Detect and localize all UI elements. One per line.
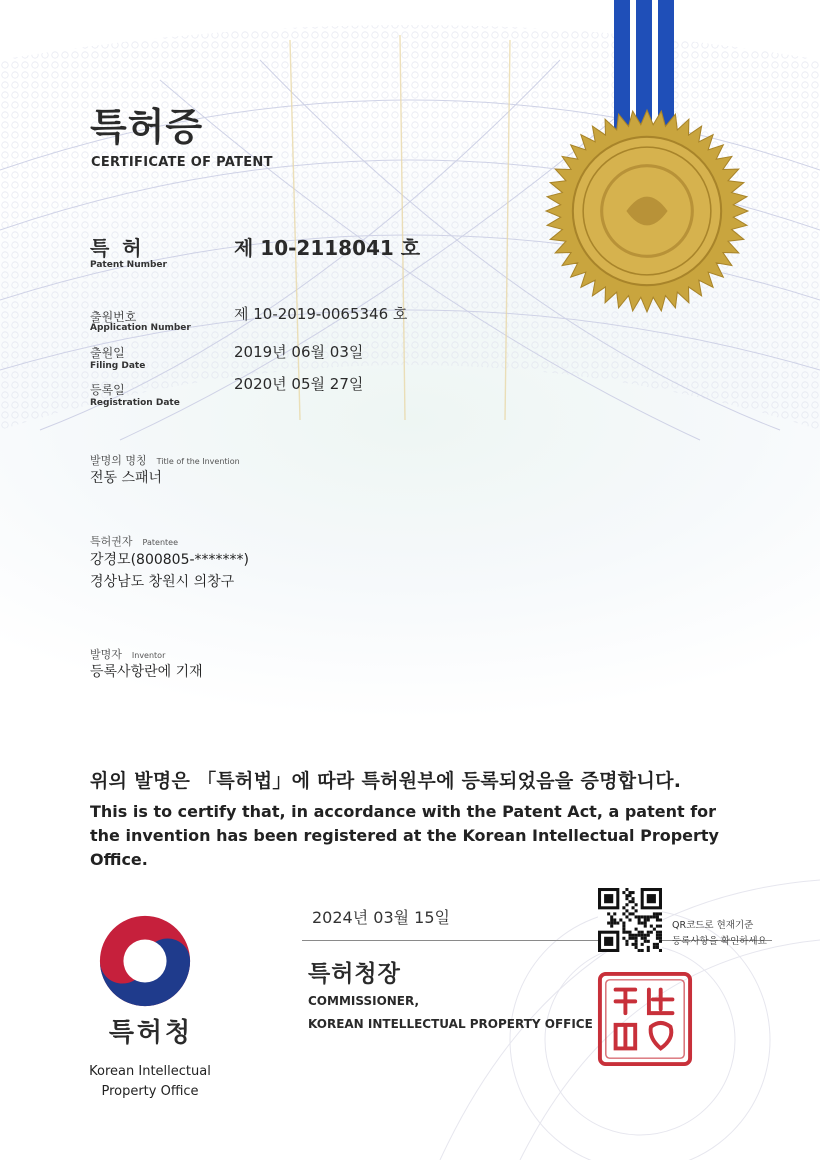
inventor-label-english: Inventor [131, 651, 166, 660]
inventor-label-korean: 발명자 [90, 648, 122, 661]
inventor-label [90, 643, 165, 662]
inventor-value: 등록사항란에 기재 [90, 664, 203, 680]
registration-date-label-english: Registration Date [90, 398, 180, 408]
patentee-address: 경상남도 창원시 의창구 [90, 574, 235, 590]
official-stamp-icon [596, 970, 694, 1068]
patentee-name: 강경모(800805-*******) [90, 552, 249, 568]
commissioner-title-english-line2: KOREAN INTELLECTUAL PROPERTY OFFICE [308, 1017, 593, 1031]
commissioner-title-korean: 특허청장 [308, 961, 401, 987]
organization-name-korean: 특허청 [108, 1018, 194, 1048]
certification-statement-english: This is to certify that, in accordance with the Patent Act, a patent for the invention has been registered at the Korean Intellectual Property Office. [90, 802, 719, 869]
qr-code-icon[interactable] [598, 888, 662, 952]
gold-seal-icon [544, 108, 750, 314]
invention-title-label [90, 449, 240, 468]
patent-number-value: 제 10-2118041 호 [234, 236, 421, 260]
patentee-label-english: Patentee [142, 538, 178, 547]
commissioner-title-english-line1: COMMISSIONER, [308, 994, 420, 1008]
certificate-title-korean: 특허증 [90, 105, 204, 149]
invention-title-value: 전동 스패너 [90, 470, 163, 486]
organization-name-english-line2: Property Office [101, 1084, 199, 1099]
invention-title-label-english: Title of the Invention [156, 457, 240, 466]
patent-number-label-korean: 특 허 [90, 236, 145, 260]
organization-name-english [70, 1062, 230, 1102]
qr-code-note [672, 918, 767, 950]
certificate-title-english: CERTIFICATE OF PATENT [91, 155, 273, 170]
application-number-label-korean: 출원번호 [90, 310, 137, 324]
application-number-label-english: Application Number [90, 323, 191, 333]
patent-number-label-english: Patent Number [90, 260, 167, 270]
filing-date-value: 2019년 06월 03일 [234, 343, 364, 361]
patentee-label-korean: 특허권자 [90, 535, 133, 548]
organization-name-english-line1: Korean Intellectual [89, 1064, 211, 1079]
certification-statement-korean: 위의 발명은 「특허법」에 따라 특허원부에 등록되었음을 증명합니다. [90, 770, 682, 792]
patentee-label [90, 530, 178, 549]
qr-code-note-line2: 등록사항을 확인하세요 [672, 936, 767, 947]
invention-title-label-korean: 발명의 명칭 [90, 454, 147, 467]
application-number-value: 제 10-2019-0065346 호 [234, 305, 408, 323]
filing-date-label-english: Filing Date [90, 361, 146, 371]
qr-code-note-line1: QR코드로 현재기준 [672, 920, 754, 931]
commissioner-title-english [308, 990, 593, 1036]
registration-date-label-korean: 등록일 [90, 383, 125, 397]
filing-date-label-korean: 출원일 [90, 346, 125, 360]
issue-date: 2024년 03월 15일 [312, 908, 450, 927]
registration-date-value: 2020년 05월 27일 [234, 375, 364, 393]
taegeuk-logo-icon [96, 912, 194, 1010]
